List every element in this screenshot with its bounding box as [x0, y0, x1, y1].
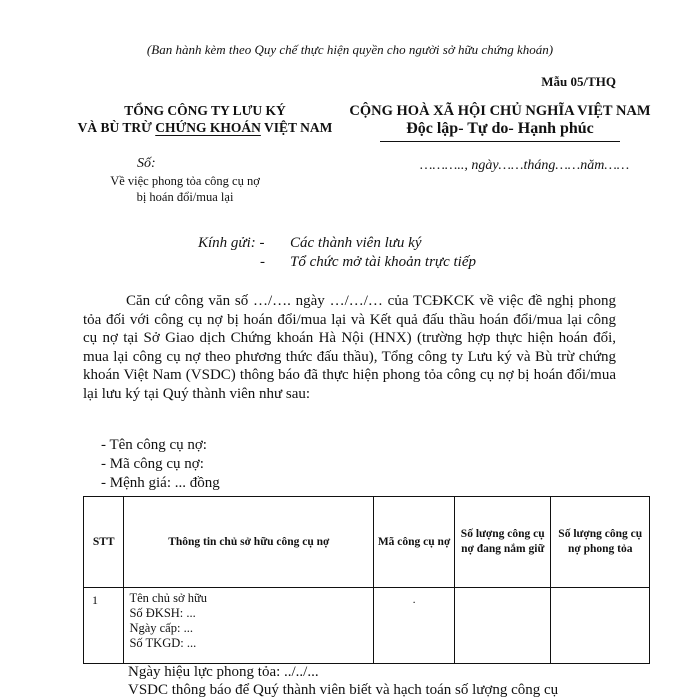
subject-line-1: Về việc phong tỏa công cụ nợ [110, 174, 260, 188]
subject-line-2: bị hoán đổi/mua lại [136, 190, 234, 204]
header-quantity-held: Số lượng công cụ nợ đang nắm giữ [455, 497, 551, 588]
greeting [198, 234, 476, 272]
owner-registration-no: Số ĐKSH: ... [129, 606, 196, 620]
instrument-name: - Tên công cụ nợ: [101, 437, 207, 453]
cell-instrument-code: . [374, 588, 455, 664]
header-stt: STT [84, 497, 124, 588]
owner-trading-account: Số TKGD: ... [129, 636, 197, 650]
recipient-1: Các thành viên lưu ký [290, 235, 422, 251]
recipient-2-prefix: - [260, 254, 265, 270]
effective-date: Ngày hiệu lực phong tỏa: ../../... [128, 664, 319, 680]
header-instrument-code: Mã công cụ nợ [374, 497, 455, 588]
instrument-code: - Mã công cụ nợ: [101, 456, 204, 472]
closing-line: VSDC thông báo để Quý thành viên biết và hạch toán số lượng công cụ [128, 682, 559, 698]
instrument-info [101, 436, 220, 493]
cell-owner-info [124, 588, 374, 664]
org-line-2 [70, 119, 340, 136]
form-code: Mẫu 05/THQ [541, 74, 616, 89]
org-line-2-pre: VÀ BÙ TRỪ [77, 120, 156, 135]
table-header-row [84, 497, 650, 588]
cell-stt: 1 [84, 588, 124, 664]
cell-quantity-held [455, 588, 551, 664]
owner-issue-date: Ngày cấp: ... [129, 621, 193, 635]
body-paragraph: Căn cứ công văn số …/…. ngày …/…/… của TCĐKCK về việc đề nghị phong tỏa đối với công cụ nợ bị hoán đổi/mua lại và Kết quả đấu thầu hoán đổi/mua lại công cụ nợ tại Sở Giao dịch Chứng khoán Hà Nội (HNX) (trường hợp thực hiện hoán đổi, mua lại công cụ nợ theo phương thức đấu thầu), Tổng công ty Lưu ký và Bù trừ chứng khoán Việt Nam (VSDC) thông báo đã thực hiện phong tỏa công cụ nợ bị hoán đổi/mua lại lưu ký tại Quý thành viên như sau: [83, 293, 616, 402]
greeting-label: Kính gửi: - [198, 235, 265, 251]
national-motto: Độc lập- Tự do- Hạnh phúc [380, 120, 620, 142]
nation-title: CỘNG HOÀ XÃ HỘI CHỦ NGHĨA VIỆT NAM [349, 103, 651, 119]
header-owner-info: Thông tin chủ sở hữu công cụ nợ [124, 497, 374, 588]
org-line-2-underlined: CHỨNG KHOÁN [155, 120, 261, 135]
cell-quantity-blocked [551, 588, 650, 664]
owner-name: Tên chủ sở hữu [129, 591, 208, 605]
issuer-organization [70, 102, 340, 136]
org-line-1: TỔNG CÔNG TY LƯU KÝ [124, 103, 286, 118]
instrument-par-value: - Mệnh giá: ... đồng [101, 475, 220, 491]
regulation-note: (Ban hành kèm theo Quy chế thực hiện quyền cho người sở hữu chứng khoán) [146, 42, 554, 57]
recipient-2: Tổ chức mở tài khoản trực tiếp [290, 254, 477, 270]
blocking-table [83, 496, 650, 664]
header-quantity-blocked: Số lượng công cụ nợ phong tỏa [551, 497, 650, 588]
document-date: ……….., ngày……tháng……năm…… [420, 158, 630, 173]
org-line-2-post: VIỆT NAM [260, 120, 333, 135]
table-row [84, 588, 650, 664]
document-number: Số: [137, 156, 156, 171]
document-subject [60, 173, 310, 205]
